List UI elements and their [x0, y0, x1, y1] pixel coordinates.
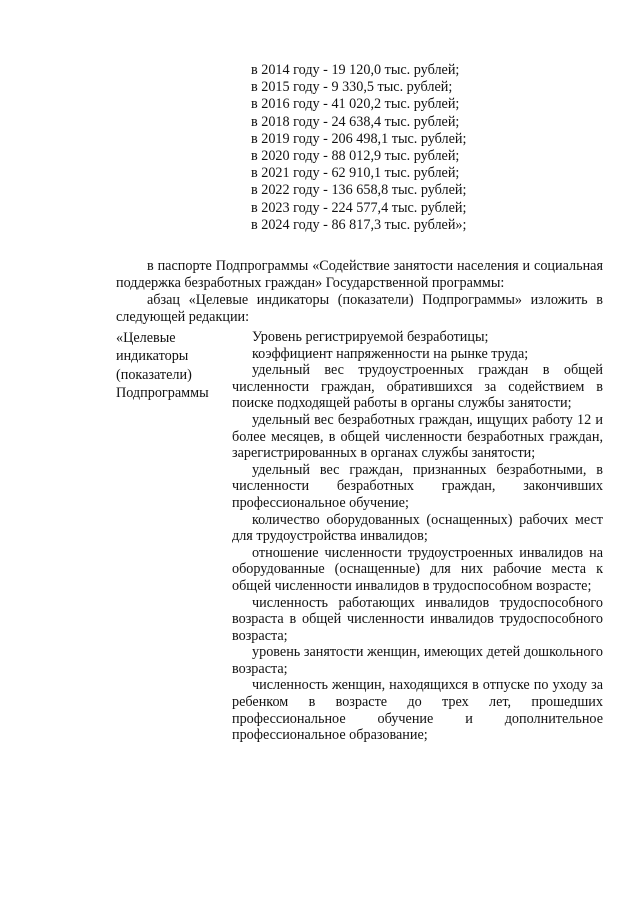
- funding-year-line: в 2024 году - 86 817,3 тыс. рублей»;: [251, 216, 467, 233]
- indicator-item: удельный вес трудоустроенных граждан в общей численности граждан, обратившихся за содействием в поиске подходящей работы в органы службы занятости;: [232, 362, 603, 412]
- indicator-item: удельный вес безработных граждан, ищущих работу 12 и более месяцев, в общей численности безработных граждан, зарегистрированных в органах службы занятости;: [232, 411, 603, 462]
- indicator-item: количество оборудованных (оснащенных) рабочих мест для трудоустройства инвалидов;: [232, 511, 603, 545]
- indicators-list: [232, 329, 603, 744]
- indicator-item: уровень занятости женщин, имеющих детей дошкольного возраста;: [232, 644, 603, 677]
- funding-year-line: в 2014 году - 19 120,0 тыс. рублей;: [251, 62, 460, 78]
- funding-year-line: в 2022 году - 136 658,8 тыс. рублей;: [251, 182, 467, 199]
- funding-year-line: в 2015 году - 9 330,5 тыс. рублей;: [251, 79, 453, 96]
- funding-year-line: в 2020 году - 88 012,9 тыс. рублей;: [251, 147, 460, 164]
- funding-by-year-list: [251, 62, 511, 234]
- funding-year-line: в 2016 году - 41 020,2 тыс. рублей;: [251, 96, 460, 113]
- indicator-item: отношение численности трудоустроенных инвалидов на оборудованные (оснащенные) для них рабочие места к общей численности инвалидов в трудоспособном возрасте;: [232, 544, 603, 594]
- indicators-label-cell: [116, 329, 228, 403]
- funding-year-line: в 2023 году - 224 577,4 тыс. рублей;: [251, 199, 467, 216]
- indicator-item: численность женщин, находящихся в отпуске по уходу за ребенком в возрасте до трех лет, прошедших профессиональное обучение и дополнительное профессиональное образование;: [232, 677, 603, 744]
- indicator-item: удельный вес граждан, признанных безработными, в численности безработных граждан, закончивших профессиональное обучение;: [232, 461, 603, 511]
- passport-paragraph: в паспорте Подпрограммы «Содействие занятости населения и социальная поддержка безработных граждан» Государственной программы:: [116, 258, 603, 292]
- indicators-abzac-paragraph: абзац «Целевые индикаторы (показатели) Подпрограммы» изложить в следующей редакции:: [116, 292, 603, 326]
- indicator-item: численность работающих инвалидов трудоспособного возраста в общей численности инвалидов трудоспособного возраста;: [232, 594, 603, 644]
- funding-year-line: в 2019 году - 206 498,1 тыс. рублей;: [251, 130, 467, 147]
- indicators-label-line: индикаторы: [116, 348, 189, 365]
- indicators-label-line: «Целевые: [116, 330, 176, 346]
- funding-year-line: в 2021 году - 62 910,1 тыс. рублей;: [251, 165, 460, 182]
- funding-year-line: в 2018 году - 24 638,4 тыс. рублей;: [251, 113, 460, 130]
- indicators-label-line: Подпрограммы: [116, 385, 209, 402]
- indicator-item: коэффициент напряженности на рынке труда;: [252, 345, 529, 362]
- indicators-label-line: (показатели): [116, 366, 192, 383]
- indicator-item: Уровень регистрируемой безработицы;: [252, 329, 489, 345]
